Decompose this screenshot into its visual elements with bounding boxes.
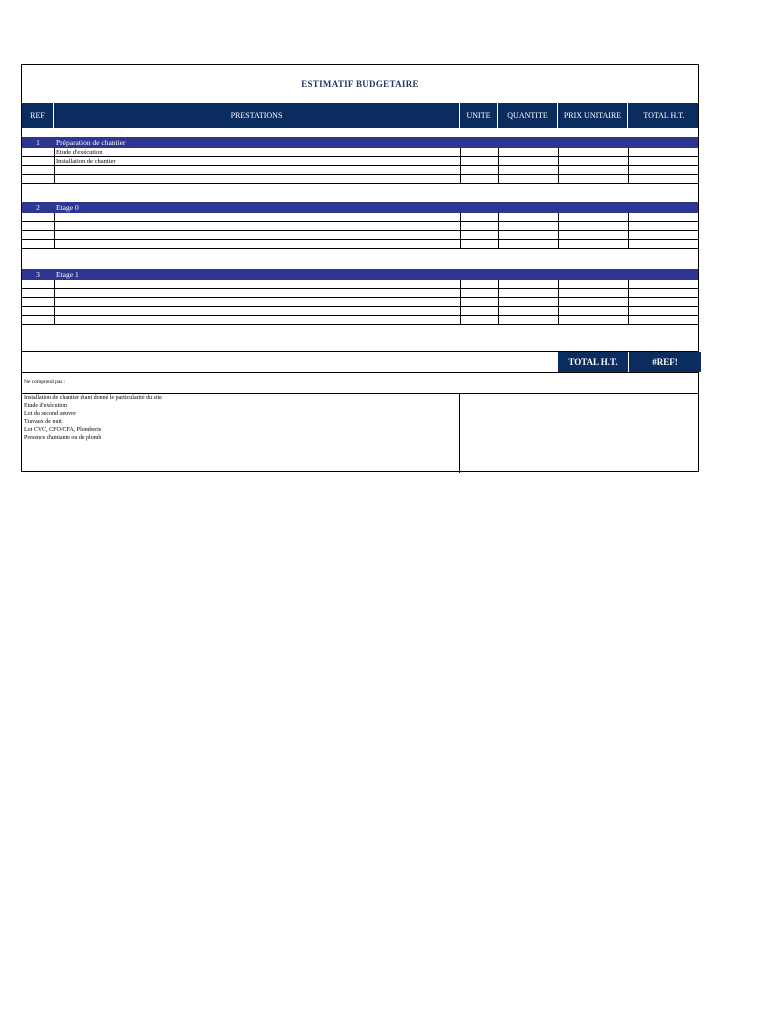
column-divider	[460, 316, 461, 324]
header-ref: REF	[22, 103, 54, 128]
section-row	[22, 137, 698, 148]
column-divider	[558, 307, 559, 315]
column-divider	[460, 240, 461, 248]
column-divider	[460, 298, 461, 306]
column-divider	[460, 175, 461, 183]
exclusion-item: Presence d'amiante ou de plomb	[24, 435, 102, 441]
exclusion-item: Installation de chantier étant donné le particularité du site	[24, 395, 162, 401]
column-divider	[558, 240, 559, 248]
column-divider	[628, 240, 629, 248]
column-divider	[498, 148, 499, 156]
column-divider	[628, 157, 629, 165]
item-label: Installation de chantier	[56, 158, 116, 165]
total-row	[22, 351, 698, 373]
table-row	[22, 231, 698, 240]
exclusions-divider	[459, 394, 460, 473]
column-divider	[54, 280, 55, 288]
header-quantite: QUANTITE	[498, 103, 558, 128]
column-divider	[54, 231, 55, 239]
column-divider	[498, 307, 499, 315]
table-header	[22, 103, 698, 128]
exclusion-item: Travaux de nuit	[24, 419, 62, 425]
column-divider	[628, 222, 629, 230]
exclusions-list	[24, 394, 162, 442]
column-divider	[558, 166, 559, 174]
header-prestations: PRESTATIONS	[54, 103, 460, 128]
column-divider	[54, 298, 55, 306]
estimate-sheet	[21, 64, 699, 472]
table-row	[22, 316, 698, 325]
table-row	[22, 157, 698, 166]
column-divider	[558, 280, 559, 288]
column-divider	[460, 222, 461, 230]
column-divider	[54, 166, 55, 174]
column-divider	[628, 166, 629, 174]
column-divider	[498, 298, 499, 306]
section-ref: 3	[36, 270, 40, 279]
column-divider	[498, 213, 499, 221]
table-row	[22, 280, 698, 289]
table-row	[22, 307, 698, 316]
column-divider	[558, 157, 559, 165]
section-row	[22, 202, 698, 213]
column-divider	[498, 175, 499, 183]
column-divider	[628, 316, 629, 324]
column-divider	[628, 298, 629, 306]
column-divider	[54, 307, 55, 315]
total-value: #REF!	[628, 352, 701, 372]
column-divider	[498, 157, 499, 165]
exclusion-item: Lot CVC, CFO/CFA, Plomberie	[24, 427, 102, 433]
table-row	[22, 148, 698, 157]
column-divider	[558, 148, 559, 156]
column-divider	[558, 298, 559, 306]
column-divider	[558, 316, 559, 324]
column-divider	[460, 166, 461, 174]
header-total-ht: TOTAL H.T.	[643, 111, 685, 120]
section-label: Etage 0	[56, 203, 79, 212]
column-divider	[460, 307, 461, 315]
column-divider	[54, 157, 55, 165]
note-label: Ne comprend pas :	[24, 379, 66, 385]
column-divider	[628, 213, 629, 221]
column-divider	[460, 280, 461, 288]
column-divider	[498, 316, 499, 324]
column-divider	[460, 231, 461, 239]
column-divider	[54, 148, 55, 156]
column-divider	[54, 222, 55, 230]
table-row	[22, 298, 698, 307]
table-row	[22, 289, 698, 298]
header-prix-unitaire: PRIX UNITAIRE	[558, 103, 628, 128]
exclusion-item: Etude d'exécution	[24, 403, 67, 409]
column-divider	[498, 240, 499, 248]
document-title: ESTIMATIF BUDGETAIRE	[301, 79, 419, 89]
column-divider	[460, 148, 461, 156]
table-row	[22, 175, 698, 184]
item-label: Etude d'exécution	[56, 149, 103, 156]
column-divider	[460, 213, 461, 221]
header-unite: UNITE	[460, 103, 498, 128]
column-divider	[54, 240, 55, 248]
column-divider	[460, 157, 461, 165]
column-divider	[558, 213, 559, 221]
exclusion-item: Lot du second oeuvre	[24, 411, 76, 417]
column-divider	[628, 307, 629, 315]
total-label: TOTAL H.T.	[558, 352, 628, 372]
column-divider	[460, 289, 461, 297]
section-row	[22, 269, 698, 280]
column-divider	[628, 280, 629, 288]
column-divider	[558, 175, 559, 183]
column-divider	[54, 289, 55, 297]
column-divider	[54, 213, 55, 221]
column-divider	[54, 316, 55, 324]
table-row	[22, 166, 698, 175]
column-divider	[54, 175, 55, 183]
column-divider	[628, 289, 629, 297]
column-divider	[558, 289, 559, 297]
section-ref: 1	[36, 138, 40, 147]
column-divider	[498, 280, 499, 288]
column-divider	[628, 148, 629, 156]
column-divider	[498, 166, 499, 174]
column-divider	[498, 231, 499, 239]
section-ref: 2	[36, 203, 40, 212]
section-label: Préparation de chantier	[56, 138, 126, 147]
table-row	[22, 222, 698, 231]
column-divider	[498, 222, 499, 230]
column-divider	[498, 289, 499, 297]
section-label: Etage 1	[56, 270, 79, 279]
column-divider	[628, 175, 629, 183]
column-divider	[558, 231, 559, 239]
column-divider	[628, 231, 629, 239]
column-divider	[558, 222, 559, 230]
table-row	[22, 213, 698, 222]
table-row	[22, 240, 698, 249]
